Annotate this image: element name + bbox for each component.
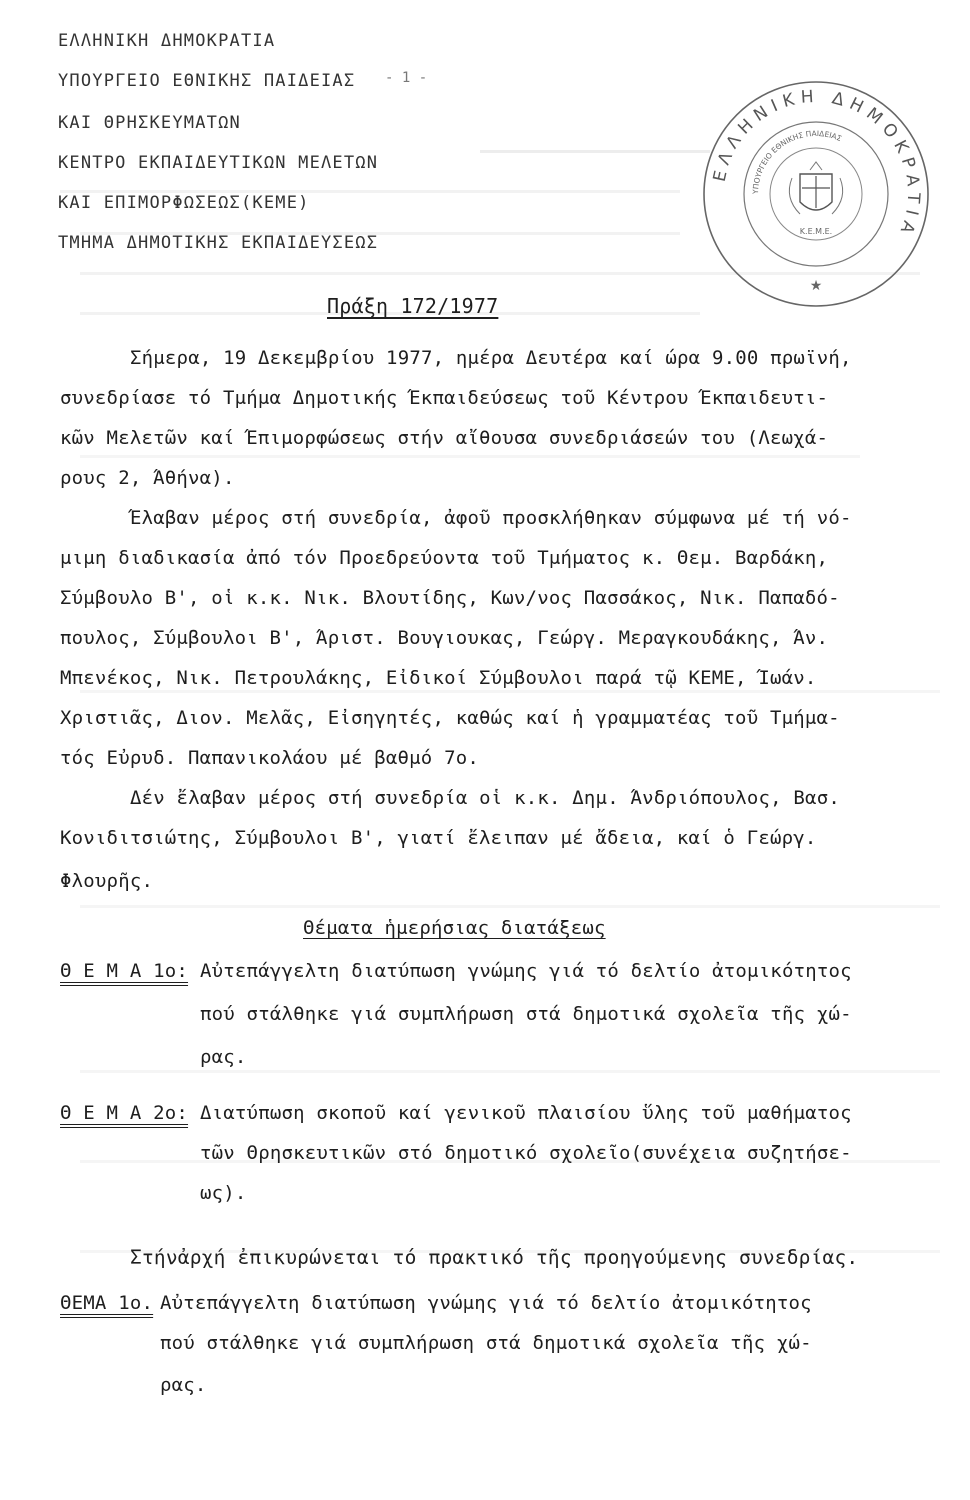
agenda-item-2-line-1: Διατύπωση σκοποῦ καί γενικοῦ πλαισίου ὕλης τοῦ μαθήματος: [200, 1102, 852, 1124]
coat-of-arms-icon: [789, 162, 842, 214]
theme-1-line-3: ρας.: [160, 1374, 207, 1396]
p2-line-1: Έλαβαν μέρος στή συνεδρία, ἀφοῦ προσκλήθηκαν σύμφωνα μέ τή νό-: [130, 507, 852, 529]
agenda-item-1-line-2: πού στάλθηκε γιά συμπλήρωση στά δημοτικά σχολεῖα τῆς χώ-: [200, 1003, 852, 1025]
header-line-1: ΕΛΛΗΝΙΚΗ ΔΗΜΟΚΡΑΤΙΑ: [58, 31, 276, 51]
p2-line-5: Μπενέκος, Νικ. Πετρουλάκης, Εἰδικοί Σύμβουλοι παρά τῷ ΚΕΜΕ, Ίωάν.: [60, 667, 817, 689]
closing-line: Στήνἀρχή ἐπικυρώνεται τό πρακτικό τῆς προηγούμενης συνεδρίας.: [130, 1246, 859, 1269]
p2-line-6: Χριστιᾶς, Διον. Μελᾶς, Εἰσηγητές, καθώς καί ἡ γραμματέας τοῦ Τμήμα-: [60, 707, 840, 729]
p1-line-2: συνεδρίασε τό Τμήμα Δημοτικής Έκπαιδεύσεως τοῦ Κέντρου Έκπαιδευτι-: [60, 387, 829, 409]
agenda-item-1-line-1: Αὐτεπάγγελτη διατύπωση γνώμης γιά τό δελτίο ἀτομικότητος: [200, 960, 852, 982]
agenda-heading: Θέματα ἡμερήσιας διατάξεως: [303, 917, 606, 939]
agenda-item-2-line-3: ως).: [200, 1182, 247, 1204]
header-line-4: ΚΕΝΤΡΟ ΕΚΠΑΙΔΕΥΤΙΚΩΝ ΜΕΛΕΤΩΝ: [58, 153, 379, 173]
theme-1-label: ΘΕΜΑ 1ο.: [60, 1292, 154, 1314]
theme-1-line-1: Αὐτεπάγγελτη διατύπωση γνώμης γιά τό δελτίο ἀτομικότητος: [160, 1292, 812, 1314]
p2-line-2: μιμη διαδικασία ἀπό τόν Προεδρεύοντα τοῦ Τμήματος κ. Θεμ. Βαρδάκη,: [60, 547, 829, 569]
agenda-item-1-label: Θ Ε Μ Α 1ο:: [60, 960, 189, 982]
header-line-3: ΚΑΙ ΘΡΗΣΚΕΥΜΑΤΩΝ: [58, 113, 241, 133]
agenda-item-2-label: Θ Ε Μ Α 2ο:: [60, 1102, 189, 1124]
p3-line-2: Κονιδιτσιώτης, Σύμβουλοι Β', γιατί ἔλειπαν μέ ἄδεια, καί ὁ Γεώργ.: [60, 827, 817, 849]
stamp-inner-text: ΥΠΟΥΡΓΕΙΟ ΕΘΝΙΚΗΣ ΠΑΙΔΕΙΑΣ: [750, 128, 843, 195]
p2-line-3: Σύμβουλο Β', οἱ κ.κ. Νικ. Βλουτίδης, Κων/νος Πασσάκος, Νικ. Παπαδό-: [60, 587, 840, 609]
p1-line-3: κῶν Μελετῶν καί Έπιμορφώσεως στήν αἴθουσα συνεδριάσεών του (Λεωχά-: [60, 427, 829, 449]
page-marker: - 1 -: [385, 70, 428, 86]
agenda-item-1-line-3: ρας.: [200, 1046, 247, 1068]
page-title: Πράξη 172/1977: [327, 294, 499, 318]
header-line-6: ΤΜΗΜΑ ΔΗΜΟΤΙΚΗΣ ΕΚΠΑΙΔΕΥΣΕΩΣ: [58, 233, 379, 253]
agenda-item-2-line-2: τῶν Θρησκευτικῶν στό δημοτικό σχολεῖο(συνέχεια συζητήσε-: [200, 1142, 852, 1164]
p2-line-4: πουλος, Σύμβουλοι Β', Άριστ. Βουγιουκας, Γεώργ. Μεραγκουδάκης, Άν.: [60, 627, 829, 649]
p2-line-7: τός Εὐρυδ. Παπανικολάου μέ βαθμό 7ο.: [60, 747, 480, 769]
stamp-outer-text: ΕΛΛΗΝΙΚΗ ΔΗΜΟΚΡΑΤΙΑ: [709, 86, 924, 242]
header-line-5: ΚΑΙ ΕΠΙΜΟΡΦΩΣΕΩΣ(ΚΕΜΕ): [58, 193, 310, 213]
theme-1-line-2: πού στάλθηκε γιά συμπλήρωση στά δημοτικά σχολεῖα τῆς χώ-: [160, 1332, 812, 1354]
p3-line-3: Φλουρῆς.: [60, 870, 154, 892]
star-icon: ★: [809, 278, 823, 294]
official-stamp-seal: [700, 78, 932, 310]
p3-line-1: Δέν ἔλαβαν μέρος στή συνεδρία οἱ κ.κ. Δημ. Άνδριόπουλος, Βασ.: [130, 787, 840, 809]
p1-line-1: Σήμερα, 19 Δεκεμβρίου 1977, ημέρα Δευτέρα καί ώρα 9.00 πρωϊνή,: [130, 347, 852, 369]
stamp-bottom-text: Κ.Ε.Μ.Ε.: [799, 227, 833, 236]
p1-line-4: ρους 2, Άθήνα).: [60, 467, 235, 489]
header-line-2: ΥΠΟΥΡΓΕΙΟ ΕΘΝΙΚΗΣ ΠΑΙΔΕΙΑΣ: [58, 71, 356, 91]
